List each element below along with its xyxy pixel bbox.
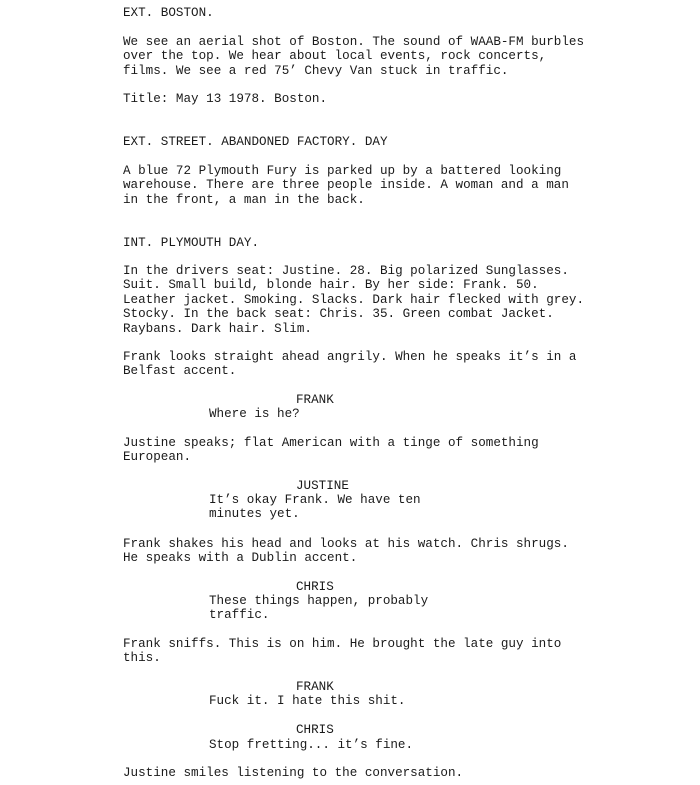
dialogue-chris-1: These things happen, probably traffic. <box>209 594 429 623</box>
action-frank-sniffs: Frank sniffs. This is on him. He brought the late guy into this. <box>123 637 562 666</box>
dialogue-frank-1: Where is he? <box>209 407 300 421</box>
action-justine-speaks: Justine speaks; flat American with a tinge of something European. <box>123 436 539 465</box>
dialogue-justine-1: It’s okay Frank. We have ten minutes yet. <box>209 493 421 522</box>
character-name-chris-2: CHRIS <box>296 723 334 737</box>
action-frank-looks: Frank looks straight ahead angrily. When he speaks it’s in a Belfast accent. <box>123 350 577 379</box>
action-frank-shakes-head: Frank shakes his head and looks at his watch. Chris shrugs. He speaks with a Dublin accent. <box>123 537 569 566</box>
dialogue-frank-2: Fuck it. I hate this shit. <box>209 694 406 708</box>
action-character-intros: In the drivers seat: Justine. 28. Big polarized Sunglasses. Suit. Small build, blonde hair. By her side: Frank. 50. Leather jacket. Smoking. Slacks. Dark hair flecked with grey. Stocky. In the back seat: Chris. 35. Green combat Jacket. Raybans. Dark hair. Slim. <box>123 264 585 336</box>
dialogue-chris-2: Stop fretting... it’s fine. <box>209 738 414 752</box>
character-name-justine: JUSTINE <box>296 479 349 493</box>
action-plymouth-parked: A blue 72 Plymouth Fury is parked up by a battered looking warehouse. There are three people inside. A woman and a man in the front, a man in the back. <box>123 164 569 207</box>
character-name-chris: CHRIS <box>296 580 334 594</box>
character-name-frank-2: FRANK <box>296 680 334 694</box>
character-name-frank: FRANK <box>296 393 334 407</box>
action-justine-smiles: Justine smiles listening to the conversation. <box>123 766 464 780</box>
action-title-card: Title: May 13 1978. Boston. <box>123 92 328 106</box>
scene-heading-abandoned-factory: EXT. STREET. ABANDONED FACTORY. DAY <box>123 135 388 149</box>
scene-heading-boston: EXT. BOSTON. <box>123 6 214 20</box>
action-aerial-shot: We see an aerial shot of Boston. The sound of WAAB-FM burbles over the top. We hear about local events, rock concerts, films. We see a red 75’ Chevy Van stuck in traffic. <box>123 35 585 78</box>
scene-heading-int-plymouth: INT. PLYMOUTH DAY. <box>123 236 260 250</box>
